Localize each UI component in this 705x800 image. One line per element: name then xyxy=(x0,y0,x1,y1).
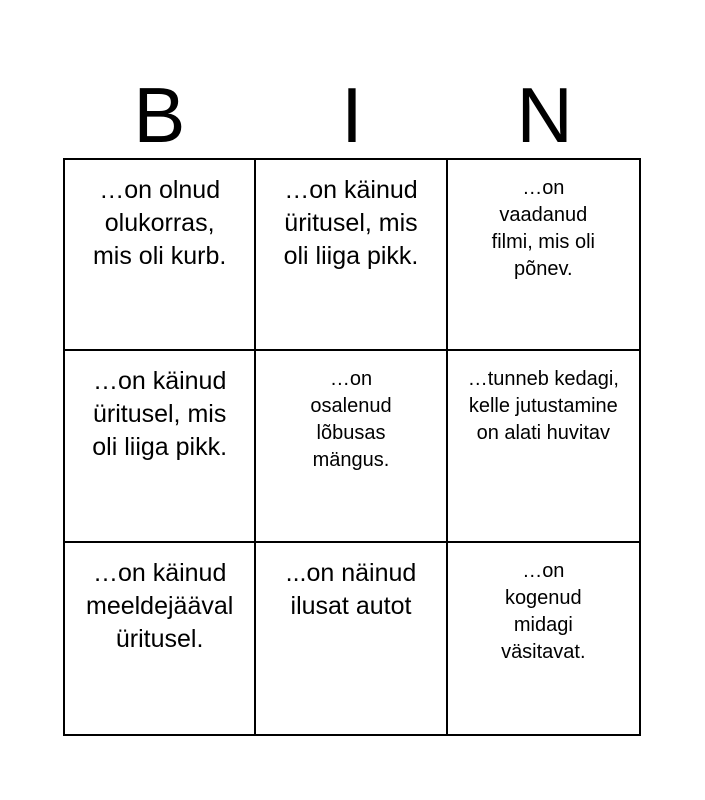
bingo-cell-8[interactable] xyxy=(256,543,447,734)
bingo-cell-text: ...on näinud ilusat autot xyxy=(285,558,417,620)
bingo-cell-text: …on vaadanud filmi, mis oli põnev. xyxy=(491,177,595,280)
bingo-grid xyxy=(63,158,641,736)
bingo-cell-5[interactable] xyxy=(256,351,447,542)
bingo-cell-text: …on kogenud midagi väsitavat. xyxy=(501,559,586,663)
bingo-cell-2[interactable] xyxy=(256,160,447,351)
bingo-cell-text: …on käinud üritusel, mis oli liiga pikk. xyxy=(92,367,228,462)
bingo-cell-text: …tunneb kedagi, kelle jutustamine on alati huvitav xyxy=(467,368,619,445)
bingo-cell-text: …on käinud üritusel, mis oli liiga pikk. xyxy=(283,176,419,270)
header-letter-i: I xyxy=(341,71,363,159)
bingo-cell-text: …on olnud olukorras, mis oli kurb. xyxy=(92,176,227,270)
bingo-cell-text: …on osalenud lõbusas mängus. xyxy=(310,368,392,472)
bingo-cell-text: …on käinud meeldejääval üritusel. xyxy=(86,558,234,653)
bingo-cell-7[interactable] xyxy=(65,543,256,734)
bingo-cell-3[interactable] xyxy=(448,160,639,351)
header-letter-b: B xyxy=(133,71,186,159)
bingo-cell-1[interactable] xyxy=(65,160,256,351)
header-letter-n: N xyxy=(516,71,573,159)
bingo-header xyxy=(63,70,641,158)
bingo-cell-9[interactable] xyxy=(448,543,639,734)
bingo-cell-6[interactable] xyxy=(448,351,639,542)
bingo-cell-4[interactable] xyxy=(65,351,256,542)
